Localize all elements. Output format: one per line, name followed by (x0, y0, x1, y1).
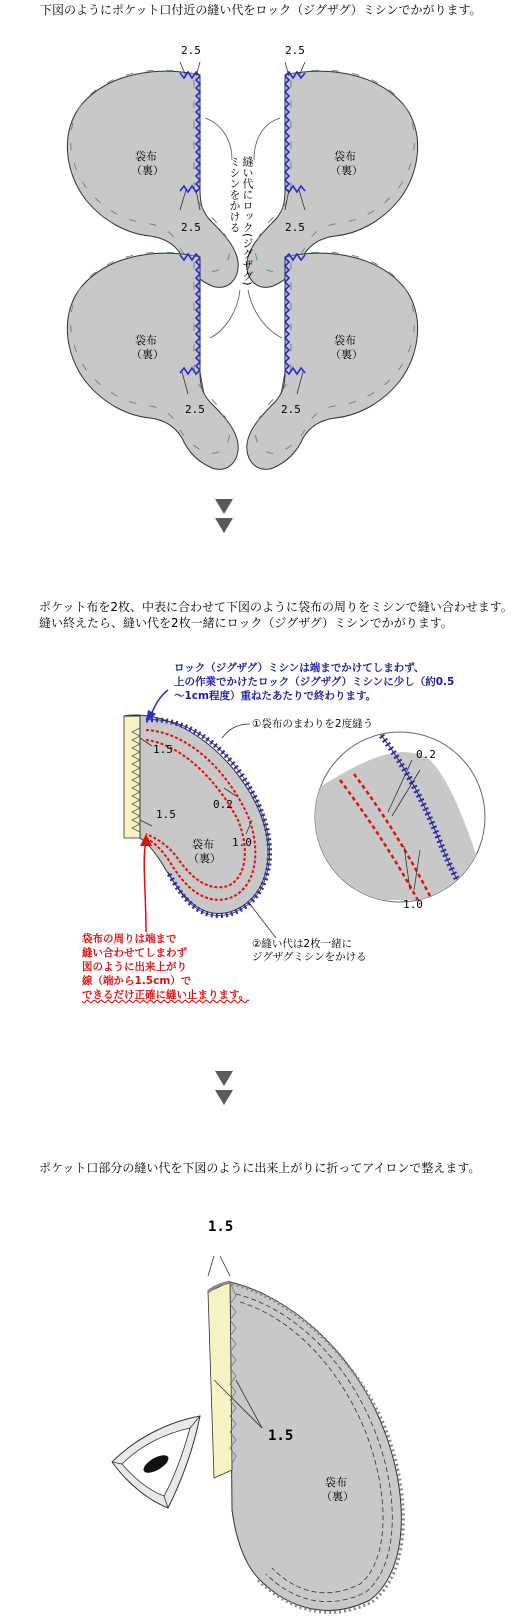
bag-label-bottom-left: 袋布 （裏） (131, 334, 164, 361)
dim-top-right-lower: 2.5 (285, 221, 305, 234)
dim-1-5-lower: 1.5 (156, 808, 176, 821)
step2-bag-piece (124, 715, 276, 938)
red-note-arrow (140, 834, 152, 932)
dim-top-left-lower: 2.5 (181, 221, 201, 234)
zoom-detail-circle (300, 724, 490, 904)
step3-bag-label: 袋布 （裏） (321, 1476, 354, 1503)
step2-instruction-line2: 縫い終えたら、縫い代を2枚一緒にロック（ジグザグ）ミシンでかがります。 (39, 616, 453, 630)
iron-icon (112, 1416, 200, 1508)
blue-note: ロック（ジグザグ）ミシンは端までかけてしまわず、 上の作業でかけたロック（ジグザグ）ミシンに少し（約0.5 〜1cm程度）重ねたあたりで終わります。 (174, 662, 455, 702)
step3-dim-mid: 1.5 (268, 1428, 294, 1444)
step3-bag-piece (208, 1256, 403, 1612)
dim-1-5-upper: 1.5 (153, 743, 173, 756)
down-arrow-2 (215, 1071, 233, 1105)
label-serge-together: ②縫い代は2枚一緒に ジグザグミシンをかける (252, 938, 367, 963)
label-sew-twice: ①袋布のまわりを2度縫う (252, 718, 374, 730)
serge-callout: 縫い代にロック(ジグザグ) ミシンをかける (228, 156, 254, 286)
dim-top-left-upper: 2.5 (181, 44, 201, 57)
step3-dim-top: 1.5 (208, 1219, 234, 1235)
bag-label-top-left: 袋布 （裏） (131, 150, 164, 177)
dim-top-right-upper: 2.5 (285, 44, 305, 57)
down-arrow-1 (215, 499, 233, 533)
bag-label-bottom-right: 袋布 （裏） (330, 334, 363, 361)
step3-instruction: ポケット口部分の縫い代を下図のように出来上がりに折ってアイロンで整えます。 (39, 1161, 481, 1175)
zoom-dim-0-2: 0.2 (416, 748, 436, 761)
red-note: 袋布の周りは端まで 縫い合わせてしまわず 図のように出来上がり 線（端から1.5cm）で できるだけ正確に縫い止まります。 (82, 933, 250, 1001)
step1-instruction: 下図のようにポケット口付近の縫い代をロック（ジグザグ）ミシンでかがります。 (40, 3, 482, 17)
dim-bottom-right: 2.5 (281, 403, 301, 416)
dim-0-2: 0.2 (213, 798, 233, 811)
dim-1-0: 1.0 (232, 836, 252, 849)
bag-label-top-right: 袋布 （裏） (330, 150, 363, 177)
dim-bottom-left: 2.5 (185, 403, 205, 416)
zoom-dim-1-0: 1.0 (403, 898, 423, 911)
step2-bag-label: 袋布 （裏） (188, 838, 221, 865)
step2-instruction-line1: ポケット布を2枚、中表に合わせて下図のように袋布の周りをミシンで縫い合わせます。 (39, 600, 513, 614)
